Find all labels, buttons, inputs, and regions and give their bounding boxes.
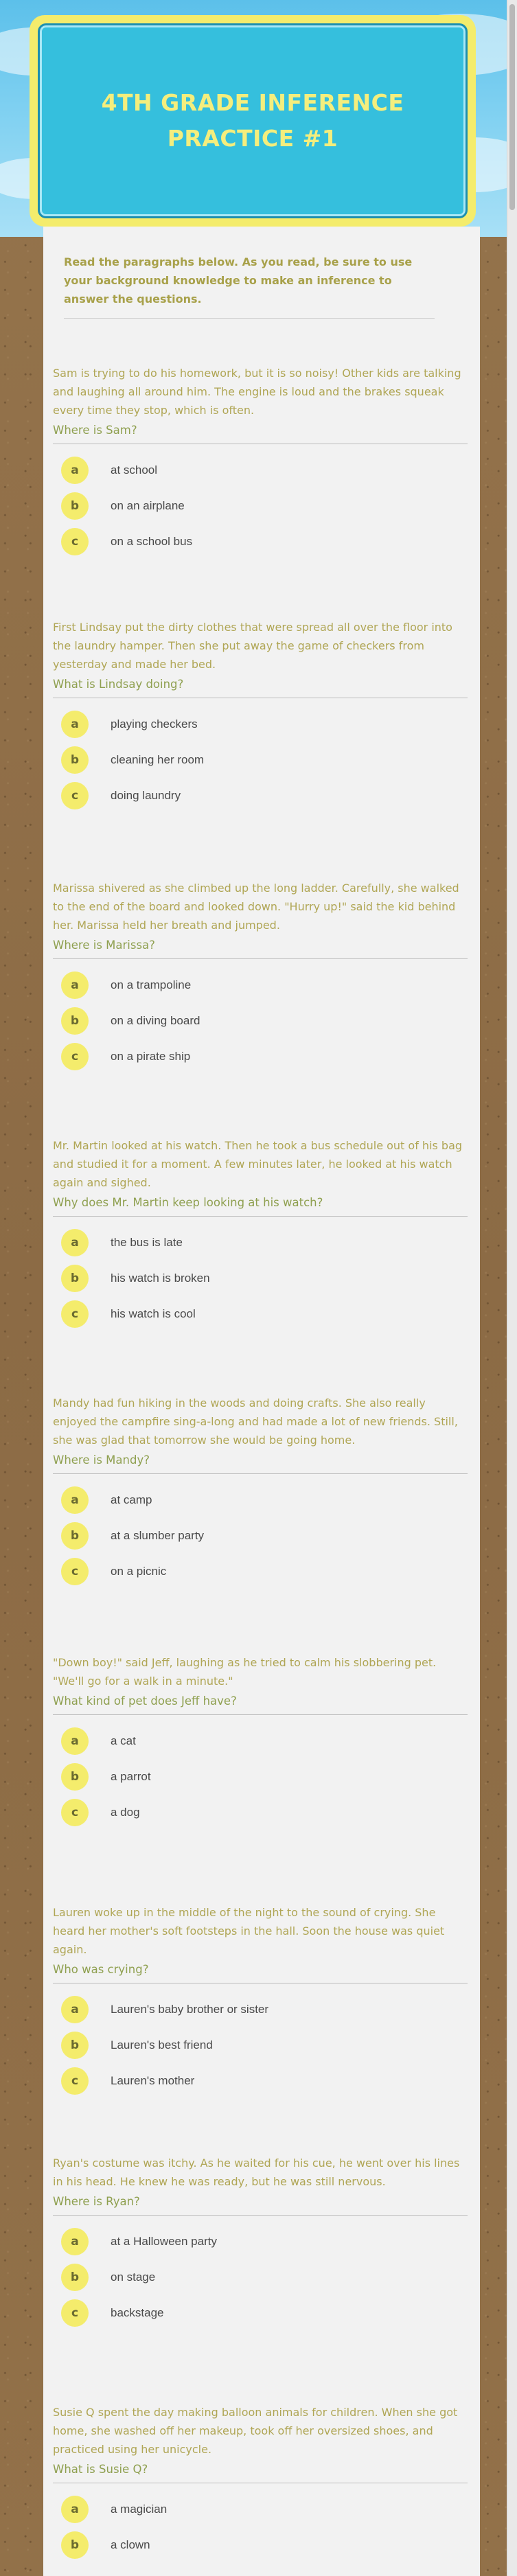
option-letter-badge[interactable]: b: [61, 1763, 89, 1791]
divider: [64, 318, 435, 319]
question-block: [43, 1394, 480, 1589]
answer-choices: [53, 2224, 480, 2331]
answer-option[interactable]: [53, 1482, 480, 1518]
option-label: on a picnic: [111, 1565, 167, 1578]
option-label: Lauren's best friend: [111, 2038, 213, 2051]
answer-option[interactable]: [53, 524, 480, 560]
divider: [53, 958, 468, 959]
answer-option[interactable]: [53, 2224, 480, 2259]
question-passage: Susie Q spent the day making balloon animals for children. When she got home, she washed off her makeup, took off her oversized shoes, and practiced using her unicycle.: [53, 2406, 458, 2456]
option-letter-badge[interactable]: c: [61, 2299, 89, 2327]
answer-option[interactable]: [53, 1225, 480, 1261]
question-block: [43, 2403, 480, 2563]
answer-option[interactable]: [53, 1003, 480, 1039]
option-label: on a school bus: [111, 535, 193, 548]
divider: [53, 1714, 468, 1715]
option-letter-badge[interactable]: a: [61, 1996, 89, 2023]
question-passage: First Lindsay put the dirty clothes that were spread all over the floor into the laundry hamper. Then she put away the game of checkers from yesterday and made her bed.: [53, 621, 452, 671]
answer-choices: [53, 452, 480, 560]
question-passage: Sam is trying to do his homework, but it is so noisy! Other kids are talking and laughing all around him. The engine is loud and the brakes squeak every time they stop, which is often.: [53, 367, 461, 417]
answer-option[interactable]: [53, 1759, 480, 1795]
question-prompt: What is Susie Q?: [53, 2463, 148, 2476]
answer-option[interactable]: [53, 2063, 480, 2099]
answer-option[interactable]: [53, 2027, 480, 2063]
option-label: cleaning her room: [111, 753, 205, 766]
option-letter-badge[interactable]: c: [61, 1799, 89, 1826]
option-label: on stage: [111, 2270, 156, 2284]
answer-choices: [53, 2492, 480, 2563]
answer-option[interactable]: [53, 742, 480, 778]
question-block: [43, 2154, 480, 2331]
option-letter-badge[interactable]: b: [61, 2264, 89, 2291]
answer-choices: [53, 967, 480, 1074]
question-prompt: Where is Mandy?: [53, 1453, 150, 1467]
option-label: Lauren's mother: [111, 2074, 195, 2087]
answer-choices: [53, 1482, 480, 1589]
question-prompt: What is Lindsay doing?: [53, 678, 184, 691]
option-label: at school: [111, 463, 158, 476]
title-box: [38, 23, 468, 218]
option-label: at camp: [111, 1493, 152, 1506]
option-label: on an airplane: [111, 499, 185, 512]
question-passage: Mr. Martin looked at his watch. Then he took a bus schedule out of his bag and studied it for a moment. A few minutes later, he looked at his watch again and sighed.: [53, 1139, 463, 1189]
option-label: on a diving board: [111, 1014, 200, 1027]
option-label: at a Halloween party: [111, 2235, 217, 2248]
option-label: his watch is cool: [111, 1307, 196, 1320]
option-letter-badge[interactable]: a: [61, 2496, 89, 2523]
question-prompt: What kind of pet does Jeff have?: [53, 1694, 237, 1707]
option-letter-badge[interactable]: a: [61, 1727, 89, 1755]
divider: [53, 2215, 468, 2216]
question-passage: Lauren woke up in the middle of the night to the sound of crying. She heard her mother's soft footsteps in the hall. Soon the house was quiet again.: [53, 1906, 445, 1956]
answer-option[interactable]: [53, 452, 480, 488]
answer-option[interactable]: [53, 706, 480, 742]
option-letter-badge[interactable]: c: [61, 1300, 89, 1328]
question-prompt: Where is Ryan?: [53, 2195, 140, 2208]
question-prompt: Who was crying?: [53, 1963, 149, 1976]
option-letter-badge[interactable]: b: [61, 2531, 89, 2559]
option-letter-badge[interactable]: c: [61, 782, 89, 809]
worksheet-title: 4TH GRADE INFERENCE PRACTICE #1: [101, 89, 404, 152]
question-prompt: Where is Sam?: [53, 424, 137, 437]
scrollbar-thumb[interactable]: [509, 4, 515, 210]
question-block: [43, 1136, 480, 1332]
question-block: [43, 618, 480, 814]
title-frame: [30, 15, 476, 227]
option-letter-badge[interactable]: a: [61, 1229, 89, 1256]
answer-option[interactable]: [53, 2295, 480, 2331]
answer-option[interactable]: [53, 1992, 480, 2027]
answer-option[interactable]: [53, 778, 480, 814]
option-label: Lauren's baby brother or sister: [111, 2003, 269, 2016]
option-label: on a pirate ship: [111, 1050, 191, 1063]
worksheet-card: [43, 227, 480, 2576]
vertical-scrollbar[interactable]: [507, 0, 517, 2576]
answer-option[interactable]: [53, 1518, 480, 1554]
option-letter-badge[interactable]: c: [61, 528, 89, 555]
divider: [53, 1216, 468, 1217]
answer-option[interactable]: [53, 488, 480, 524]
divider: [53, 1473, 468, 1474]
option-label: a clown: [111, 2538, 150, 2551]
option-letter-badge[interactable]: b: [61, 2032, 89, 2059]
option-label: the bus is late: [111, 1236, 183, 1249]
answer-option[interactable]: [53, 1723, 480, 1759]
question-block: [43, 879, 480, 1074]
option-letter-badge[interactable]: a: [61, 711, 89, 738]
option-label: backstage: [111, 2306, 164, 2319]
question-passage: Marissa shivered as she climbed up the long ladder. Carefully, she walked to the end of the board and looked down. "Hurry up!" said the kid behind her. Marissa held her breath and jumped.: [53, 882, 459, 932]
option-letter-badge[interactable]: a: [61, 971, 89, 999]
option-label: on a trampoline: [111, 978, 192, 991]
option-letter-badge[interactable]: a: [61, 1486, 89, 1514]
answer-option[interactable]: [53, 967, 480, 1003]
answer-option[interactable]: [53, 1795, 480, 1830]
answer-choices: [53, 1225, 480, 1332]
option-label: a parrot: [111, 1770, 151, 1783]
answer-option[interactable]: [53, 1261, 480, 1296]
option-label: a dog: [111, 1806, 140, 1819]
option-letter-badge[interactable]: b: [61, 746, 89, 774]
option-letter-badge[interactable]: c: [61, 1043, 89, 1070]
answer-choices: [53, 1723, 480, 1830]
question-block: [43, 1653, 480, 1830]
question-passage: "Down boy!" said Jeff, laughing as he tried to calm his slobbering pet. "We'll go for a walk in a minute.": [53, 1656, 437, 1688]
answer-choices: [53, 1992, 480, 2099]
option-letter-badge[interactable]: c: [61, 2067, 89, 2095]
option-label: his watch is broken: [111, 1272, 210, 1285]
question-passage: Ryan's costume was itchy. As he waited for his cue, he went over his lines in his head. He knew he was ready, but he was still nervous.: [53, 2157, 460, 2188]
option-letter-badge[interactable]: c: [61, 1558, 89, 1585]
option-letter-badge[interactable]: b: [61, 1265, 89, 1292]
option-letter-badge[interactable]: b: [61, 1522, 89, 1550]
option-letter-badge[interactable]: b: [61, 492, 89, 520]
option-label: playing checkers: [111, 717, 198, 731]
answer-option[interactable]: [53, 1296, 480, 1332]
option-label: a magician: [111, 2503, 168, 2516]
answer-option[interactable]: [53, 2259, 480, 2295]
answer-option[interactable]: [53, 1039, 480, 1074]
answer-option[interactable]: [53, 2492, 480, 2527]
answer-option[interactable]: [53, 1554, 480, 1589]
option-label: doing laundry: [111, 789, 181, 802]
answer-choices: [53, 706, 480, 814]
option-letter-badge[interactable]: b: [61, 1007, 89, 1035]
question-prompt: Where is Marissa?: [53, 939, 155, 952]
question-block: [43, 364, 480, 560]
option-letter-badge[interactable]: a: [61, 2228, 89, 2255]
instructions-text: Read the paragraphs below. As you read, be sure to use your background knowledge to make an inference to answer the questions.: [64, 255, 413, 306]
question-block: [43, 1903, 480, 2099]
option-label: at a slumber party: [111, 1529, 205, 1542]
question-prompt: Why does Mr. Martin keep looking at his watch?: [53, 1196, 323, 1209]
question-passage: Mandy had fun hiking in the woods and doing crafts. She also really enjoyed the campfire sing-a-long and had made a lot of new friends. Still, she was glad that tomorrow she would be going home.: [53, 1396, 458, 1447]
option-letter-badge[interactable]: a: [61, 457, 89, 484]
answer-option[interactable]: [53, 2527, 480, 2563]
option-label: a cat: [111, 1734, 136, 1747]
